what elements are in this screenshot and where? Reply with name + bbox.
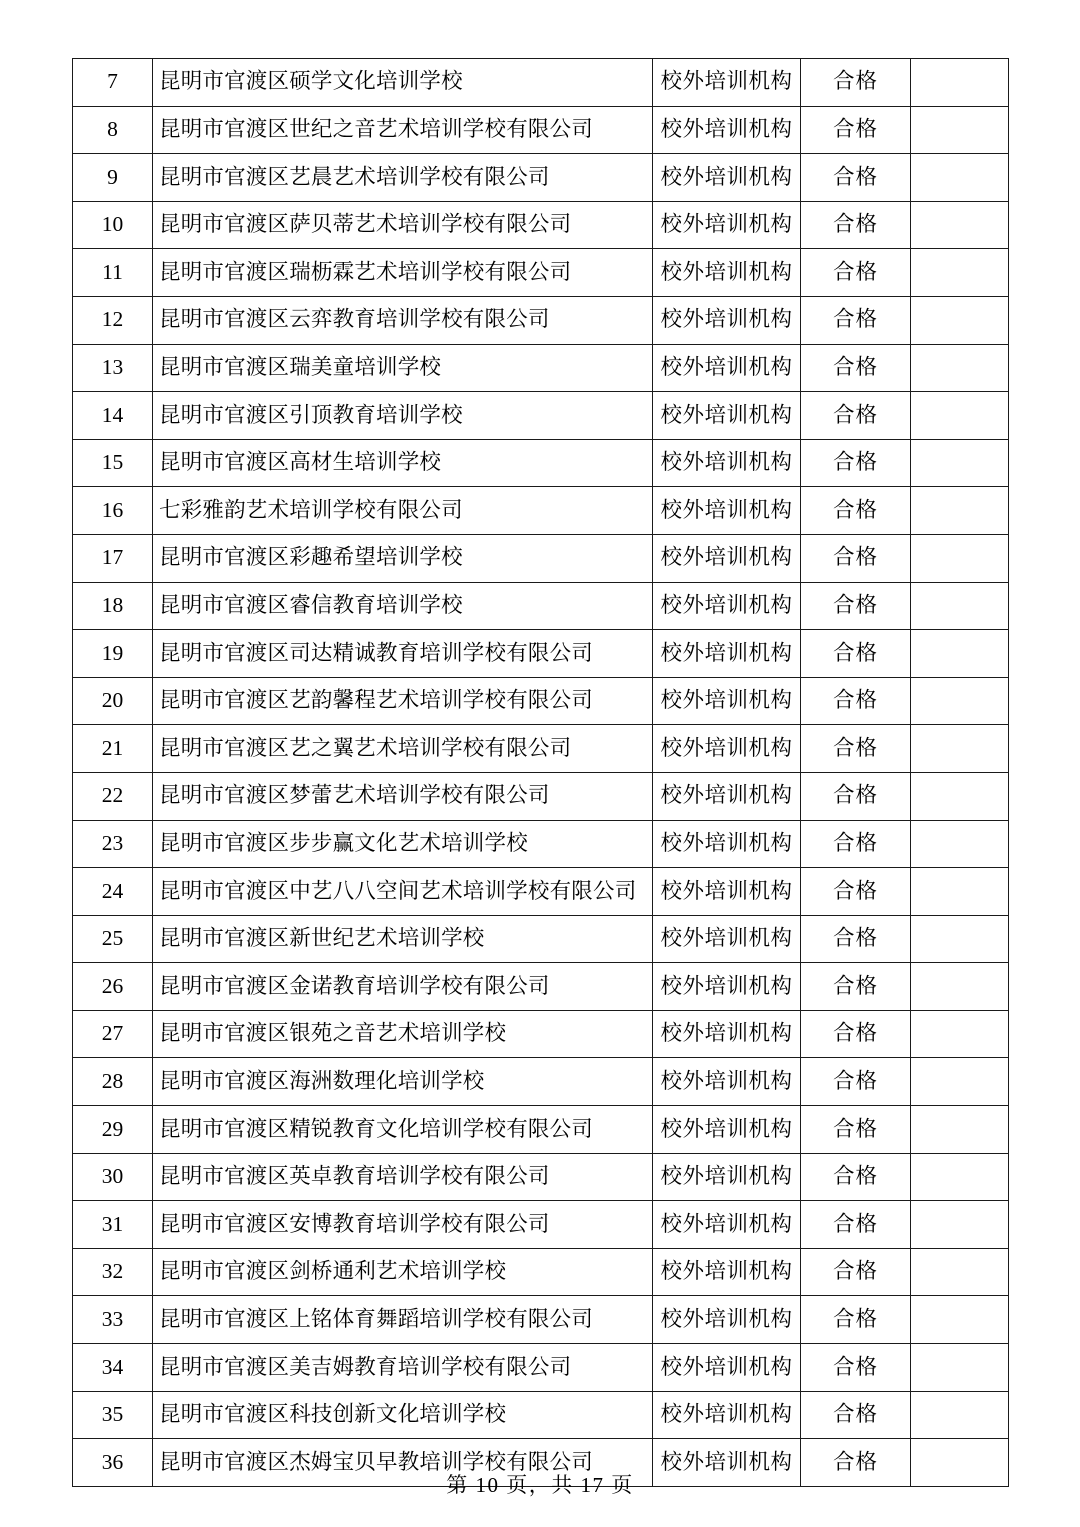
cell-result: 合格 xyxy=(801,201,911,249)
cell-index: 18 xyxy=(73,582,153,630)
cell-index: 35 xyxy=(73,1391,153,1439)
table-row xyxy=(73,677,1009,725)
cell-result: 合格 xyxy=(801,296,911,344)
cell-result: 合格 xyxy=(801,772,911,820)
cell-institution-type: 校外培训机构 xyxy=(653,630,801,678)
cell-note xyxy=(911,296,1009,344)
cell-institution-name: 昆明市官渡区美吉姆教育培训学校有限公司 xyxy=(153,1344,653,1392)
cell-institution-name: 昆明市官渡区萨贝蒂艺术培训学校有限公司 xyxy=(153,201,653,249)
cell-institution-name: 昆明市官渡区睿信教育培训学校 xyxy=(153,582,653,630)
cell-result: 合格 xyxy=(801,963,911,1011)
cell-institution-name: 昆明市官渡区步步赢文化艺术培训学校 xyxy=(153,820,653,868)
cell-index: 8 xyxy=(73,106,153,154)
cell-note xyxy=(911,1058,1009,1106)
cell-institution-type: 校外培训机构 xyxy=(653,154,801,202)
table-row xyxy=(73,1296,1009,1344)
cell-note xyxy=(911,868,1009,916)
cell-index: 22 xyxy=(73,772,153,820)
cell-institution-type: 校外培训机构 xyxy=(653,296,801,344)
table-row xyxy=(73,915,1009,963)
cell-note xyxy=(911,1153,1009,1201)
table-row xyxy=(73,772,1009,820)
cell-index: 29 xyxy=(73,1106,153,1154)
cell-institution-name: 昆明市官渡区彩趣希望培训学校 xyxy=(153,534,653,582)
cell-institution-type: 校外培训机构 xyxy=(653,1106,801,1154)
table-row xyxy=(73,106,1009,154)
cell-institution-type: 校外培训机构 xyxy=(653,439,801,487)
cell-institution-type: 校外培训机构 xyxy=(653,915,801,963)
cell-institution-name: 昆明市官渡区引顶教育培训学校 xyxy=(153,392,653,440)
cell-institution-name: 昆明市官渡区高材生培训学校 xyxy=(153,439,653,487)
cell-index: 14 xyxy=(73,392,153,440)
table-row xyxy=(73,392,1009,440)
cell-note xyxy=(911,487,1009,535)
cell-note xyxy=(911,1296,1009,1344)
cell-note xyxy=(911,820,1009,868)
cell-institution-type: 校外培训机构 xyxy=(653,868,801,916)
cell-index: 33 xyxy=(73,1296,153,1344)
cell-note xyxy=(911,106,1009,154)
cell-result: 合格 xyxy=(801,534,911,582)
cell-institution-type: 校外培训机构 xyxy=(653,201,801,249)
table-body xyxy=(73,59,1009,1487)
cell-institution-type: 校外培训机构 xyxy=(653,534,801,582)
table-row xyxy=(73,1153,1009,1201)
cell-index: 10 xyxy=(73,201,153,249)
cell-result: 合格 xyxy=(801,1106,911,1154)
cell-note xyxy=(911,249,1009,297)
cell-note xyxy=(911,630,1009,678)
cell-institution-type: 校外培训机构 xyxy=(653,1391,801,1439)
cell-institution-type: 校外培训机构 xyxy=(653,677,801,725)
cell-institution-name: 昆明市官渡区艺之翼艺术培训学校有限公司 xyxy=(153,725,653,773)
cell-index: 28 xyxy=(73,1058,153,1106)
table-row xyxy=(73,725,1009,773)
table-row xyxy=(73,1201,1009,1249)
cell-index: 32 xyxy=(73,1248,153,1296)
cell-result: 合格 xyxy=(801,392,911,440)
cell-index: 25 xyxy=(73,915,153,963)
table-row xyxy=(73,1344,1009,1392)
cell-institution-type: 校外培训机构 xyxy=(653,106,801,154)
cell-result: 合格 xyxy=(801,820,911,868)
cell-note xyxy=(911,1391,1009,1439)
cell-institution-type: 校外培训机构 xyxy=(653,59,801,107)
table-row xyxy=(73,249,1009,297)
cell-index: 19 xyxy=(73,630,153,678)
cell-institution-name: 昆明市官渡区科技创新文化培训学校 xyxy=(153,1391,653,1439)
table-row xyxy=(73,1058,1009,1106)
cell-institution-type: 校外培训机构 xyxy=(653,1344,801,1392)
cell-note xyxy=(911,677,1009,725)
cell-institution-type: 校外培训机构 xyxy=(653,392,801,440)
cell-result: 合格 xyxy=(801,868,911,916)
table-row xyxy=(73,296,1009,344)
cell-index: 23 xyxy=(73,820,153,868)
cell-institution-name: 昆明市官渡区司达精诚教育培训学校有限公司 xyxy=(153,630,653,678)
table-row xyxy=(73,534,1009,582)
cell-institution-name: 昆明市官渡区上铭体育舞蹈培训学校有限公司 xyxy=(153,1296,653,1344)
cell-institution-type: 校外培训机构 xyxy=(653,1058,801,1106)
cell-institution-type: 校外培训机构 xyxy=(653,487,801,535)
table-row xyxy=(73,1248,1009,1296)
table-row xyxy=(73,487,1009,535)
table-row xyxy=(73,582,1009,630)
table-row xyxy=(73,1010,1009,1058)
cell-note xyxy=(911,1010,1009,1058)
cell-index: 7 xyxy=(73,59,153,107)
cell-note xyxy=(911,915,1009,963)
table-row xyxy=(73,963,1009,1011)
cell-result: 合格 xyxy=(801,1344,911,1392)
cell-result: 合格 xyxy=(801,1248,911,1296)
cell-note xyxy=(911,439,1009,487)
cell-institution-type: 校外培训机构 xyxy=(653,1153,801,1201)
table-row xyxy=(73,630,1009,678)
cell-institution-name: 昆明市官渡区艺晨艺术培训学校有限公司 xyxy=(153,154,653,202)
cell-institution-name: 昆明市官渡区海洲数理化培训学校 xyxy=(153,1058,653,1106)
table-row xyxy=(73,201,1009,249)
cell-index: 11 xyxy=(73,249,153,297)
cell-note xyxy=(911,1201,1009,1249)
cell-institution-name: 昆明市官渡区金诺教育培训学校有限公司 xyxy=(153,963,653,1011)
cell-result: 合格 xyxy=(801,677,911,725)
cell-index: 34 xyxy=(73,1344,153,1392)
cell-institution-name: 昆明市官渡区剑桥通利艺术培训学校 xyxy=(153,1248,653,1296)
cell-index: 13 xyxy=(73,344,153,392)
table-row xyxy=(73,1106,1009,1154)
table-row xyxy=(73,154,1009,202)
cell-institution-name: 昆明市官渡区世纪之音艺术培训学校有限公司 xyxy=(153,106,653,154)
cell-institution-name: 昆明市官渡区中艺八八空间艺术培训学校有限公司 xyxy=(153,868,653,916)
cell-institution-type: 校外培训机构 xyxy=(653,725,801,773)
cell-note xyxy=(911,725,1009,773)
cell-result: 合格 xyxy=(801,487,911,535)
cell-institution-name: 昆明市官渡区艺韵馨程艺术培训学校有限公司 xyxy=(153,677,653,725)
cell-index: 12 xyxy=(73,296,153,344)
cell-result: 合格 xyxy=(801,59,911,107)
cell-index: 30 xyxy=(73,1153,153,1201)
cell-result: 合格 xyxy=(801,439,911,487)
cell-note xyxy=(911,344,1009,392)
cell-institution-name: 七彩雅韵艺术培训学校有限公司 xyxy=(153,487,653,535)
cell-institution-type: 校外培训机构 xyxy=(653,1201,801,1249)
cell-index: 27 xyxy=(73,1010,153,1058)
cell-result: 合格 xyxy=(801,1058,911,1106)
cell-institution-name: 昆明市官渡区安博教育培训学校有限公司 xyxy=(153,1201,653,1249)
cell-result: 合格 xyxy=(801,344,911,392)
cell-note xyxy=(911,154,1009,202)
cell-note xyxy=(911,963,1009,1011)
cell-result: 合格 xyxy=(801,106,911,154)
cell-institution-name: 昆明市官渡区硕学文化培训学校 xyxy=(153,59,653,107)
cell-result: 合格 xyxy=(801,915,911,963)
cell-result: 合格 xyxy=(801,1153,911,1201)
cell-result: 合格 xyxy=(801,725,911,773)
cell-institution-name: 昆明市官渡区英卓教育培训学校有限公司 xyxy=(153,1153,653,1201)
cell-index: 15 xyxy=(73,439,153,487)
cell-note xyxy=(911,772,1009,820)
cell-note xyxy=(911,1248,1009,1296)
cell-institution-type: 校外培训机构 xyxy=(653,772,801,820)
cell-index: 31 xyxy=(73,1201,153,1249)
cell-institution-name: 昆明市官渡区瑞枥霖艺术培训学校有限公司 xyxy=(153,249,653,297)
table-row xyxy=(73,820,1009,868)
cell-index: 26 xyxy=(73,963,153,1011)
cell-institution-type: 校外培训机构 xyxy=(653,820,801,868)
cell-index: 20 xyxy=(73,677,153,725)
cell-index: 36 xyxy=(73,1439,153,1487)
cell-result: 合格 xyxy=(801,1201,911,1249)
cell-institution-name: 昆明市官渡区新世纪艺术培训学校 xyxy=(153,915,653,963)
cell-index: 16 xyxy=(73,487,153,535)
cell-note xyxy=(911,392,1009,440)
cell-institution-name: 昆明市官渡区瑞美童培训学校 xyxy=(153,344,653,392)
training-institution-table xyxy=(72,58,1009,1487)
cell-institution-name: 昆明市官渡区杰姆宝贝早教培训学校有限公司 xyxy=(153,1439,653,1487)
cell-result: 合格 xyxy=(801,249,911,297)
cell-note xyxy=(911,1344,1009,1392)
cell-institution-type: 校外培训机构 xyxy=(653,963,801,1011)
cell-institution-type: 校外培训机构 xyxy=(653,249,801,297)
cell-institution-type: 校外培训机构 xyxy=(653,1296,801,1344)
cell-institution-type: 校外培训机构 xyxy=(653,344,801,392)
table-row xyxy=(73,59,1009,107)
cell-note xyxy=(911,534,1009,582)
cell-result: 合格 xyxy=(801,154,911,202)
cell-result: 合格 xyxy=(801,1010,911,1058)
cell-institution-type: 校外培训机构 xyxy=(653,1439,801,1487)
cell-institution-name: 昆明市官渡区云弈教育培训学校有限公司 xyxy=(153,296,653,344)
cell-index: 24 xyxy=(73,868,153,916)
cell-result: 合格 xyxy=(801,630,911,678)
table-row xyxy=(73,344,1009,392)
cell-institution-type: 校外培训机构 xyxy=(653,1010,801,1058)
cell-result: 合格 xyxy=(801,1439,911,1487)
cell-index: 17 xyxy=(73,534,153,582)
cell-result: 合格 xyxy=(801,1296,911,1344)
table-row xyxy=(73,868,1009,916)
cell-note xyxy=(911,201,1009,249)
cell-institution-name: 昆明市官渡区银苑之音艺术培训学校 xyxy=(153,1010,653,1058)
cell-result: 合格 xyxy=(801,582,911,630)
table-row xyxy=(73,1391,1009,1439)
cell-index: 9 xyxy=(73,154,153,202)
cell-institution-type: 校外培训机构 xyxy=(653,582,801,630)
cell-institution-name: 昆明市官渡区精锐教育文化培训学校有限公司 xyxy=(153,1106,653,1154)
cell-note xyxy=(911,582,1009,630)
cell-note xyxy=(911,1106,1009,1154)
cell-index: 21 xyxy=(73,725,153,773)
cell-institution-name: 昆明市官渡区梦蕾艺术培训学校有限公司 xyxy=(153,772,653,820)
page-footer: 第 10 页，共 17 页 xyxy=(446,1473,634,1497)
cell-institution-type: 校外培训机构 xyxy=(653,1248,801,1296)
cell-note xyxy=(911,59,1009,107)
cell-result: 合格 xyxy=(801,1391,911,1439)
table-row xyxy=(73,439,1009,487)
